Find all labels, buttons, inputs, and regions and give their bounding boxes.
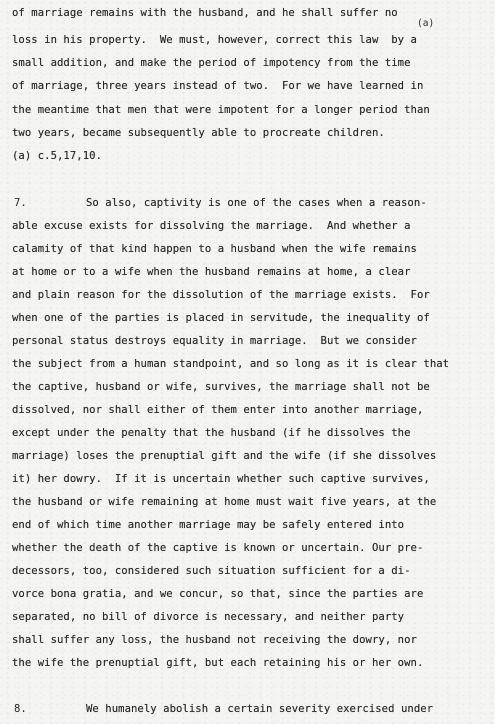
- text-line: We humanely abolish a certain severity exercised under: [86, 703, 434, 715]
- text-line: the wife the prenuptial gift, but each retaining his or her own.: [12, 657, 424, 669]
- text-line: it) her dowry. If it is uncertain whether such captive survives,: [12, 473, 430, 485]
- text-line: small addition, and make the period of impotency from the time: [12, 57, 411, 69]
- text-line: the meantime that men that were impotent for a longer period than: [12, 104, 430, 116]
- text-line: vorce bona gratia, and we concur, so that, since the parties are: [12, 588, 424, 600]
- text-line: shall suffer any loss, the husband not receiving the dowry, nor: [12, 634, 417, 646]
- text-line: and plain reason for the dissolution of the marriage exists. For: [12, 289, 430, 301]
- text-line: at home or to a wife when the husband remains at home, a clear: [12, 266, 411, 278]
- text-line: dissolved, nor shall either of them enter into another marriage,: [12, 404, 424, 416]
- text-line: the husband or wife remaining at home must wait five years, at the: [12, 496, 437, 508]
- text-line: decessors, too, considered such situation sufficient for a di-: [12, 565, 411, 577]
- text-line: separated, no bill of divorce is necessary, and neither party: [12, 611, 405, 623]
- text-line: personal status destroys equality in marriage. But we consider: [12, 335, 417, 347]
- text-line: except under the penalty that the husband (if he dissolves the: [12, 427, 411, 439]
- text-line: the subject from a human standpoint, and so long as it is clear that: [12, 358, 450, 370]
- text-line: of marriage, three years instead of two. For we have learned in: [12, 80, 424, 92]
- text-line: end of which time another marriage may be safely entered into: [12, 519, 405, 531]
- text-line: loss in his property. We must, however, correct this law by a: [12, 34, 417, 46]
- section-number: 7.: [14, 197, 27, 209]
- footnote-text: (a) c.5,17,10.: [12, 150, 102, 162]
- text-line: when one of the parties is placed in servitude, the inequality of: [12, 312, 430, 324]
- text-line: able excuse exists for dissolving the marriage. And whether a: [12, 220, 411, 232]
- footnote-reference: (a): [417, 18, 435, 29]
- text-line: two years, became subsequently able to procreate children.: [12, 127, 385, 139]
- text-line: marriage) loses the prenuptial gift and the wife (if she dissolves: [12, 450, 437, 462]
- text-line: So also, captivity is one of the cases when a reason-: [86, 197, 427, 209]
- text-line: the captive, husband or wife, survives, the marriage shall not be: [12, 381, 430, 393]
- text-line: whether the death of the captive is known or uncertain. Our pre-: [12, 542, 424, 554]
- text-line: calamity of that kind happen to a husband when the wife remains: [12, 243, 417, 255]
- text-line: of marriage remains with the husband, and he shall suffer no: [12, 7, 398, 19]
- section-number: 8.: [14, 703, 27, 715]
